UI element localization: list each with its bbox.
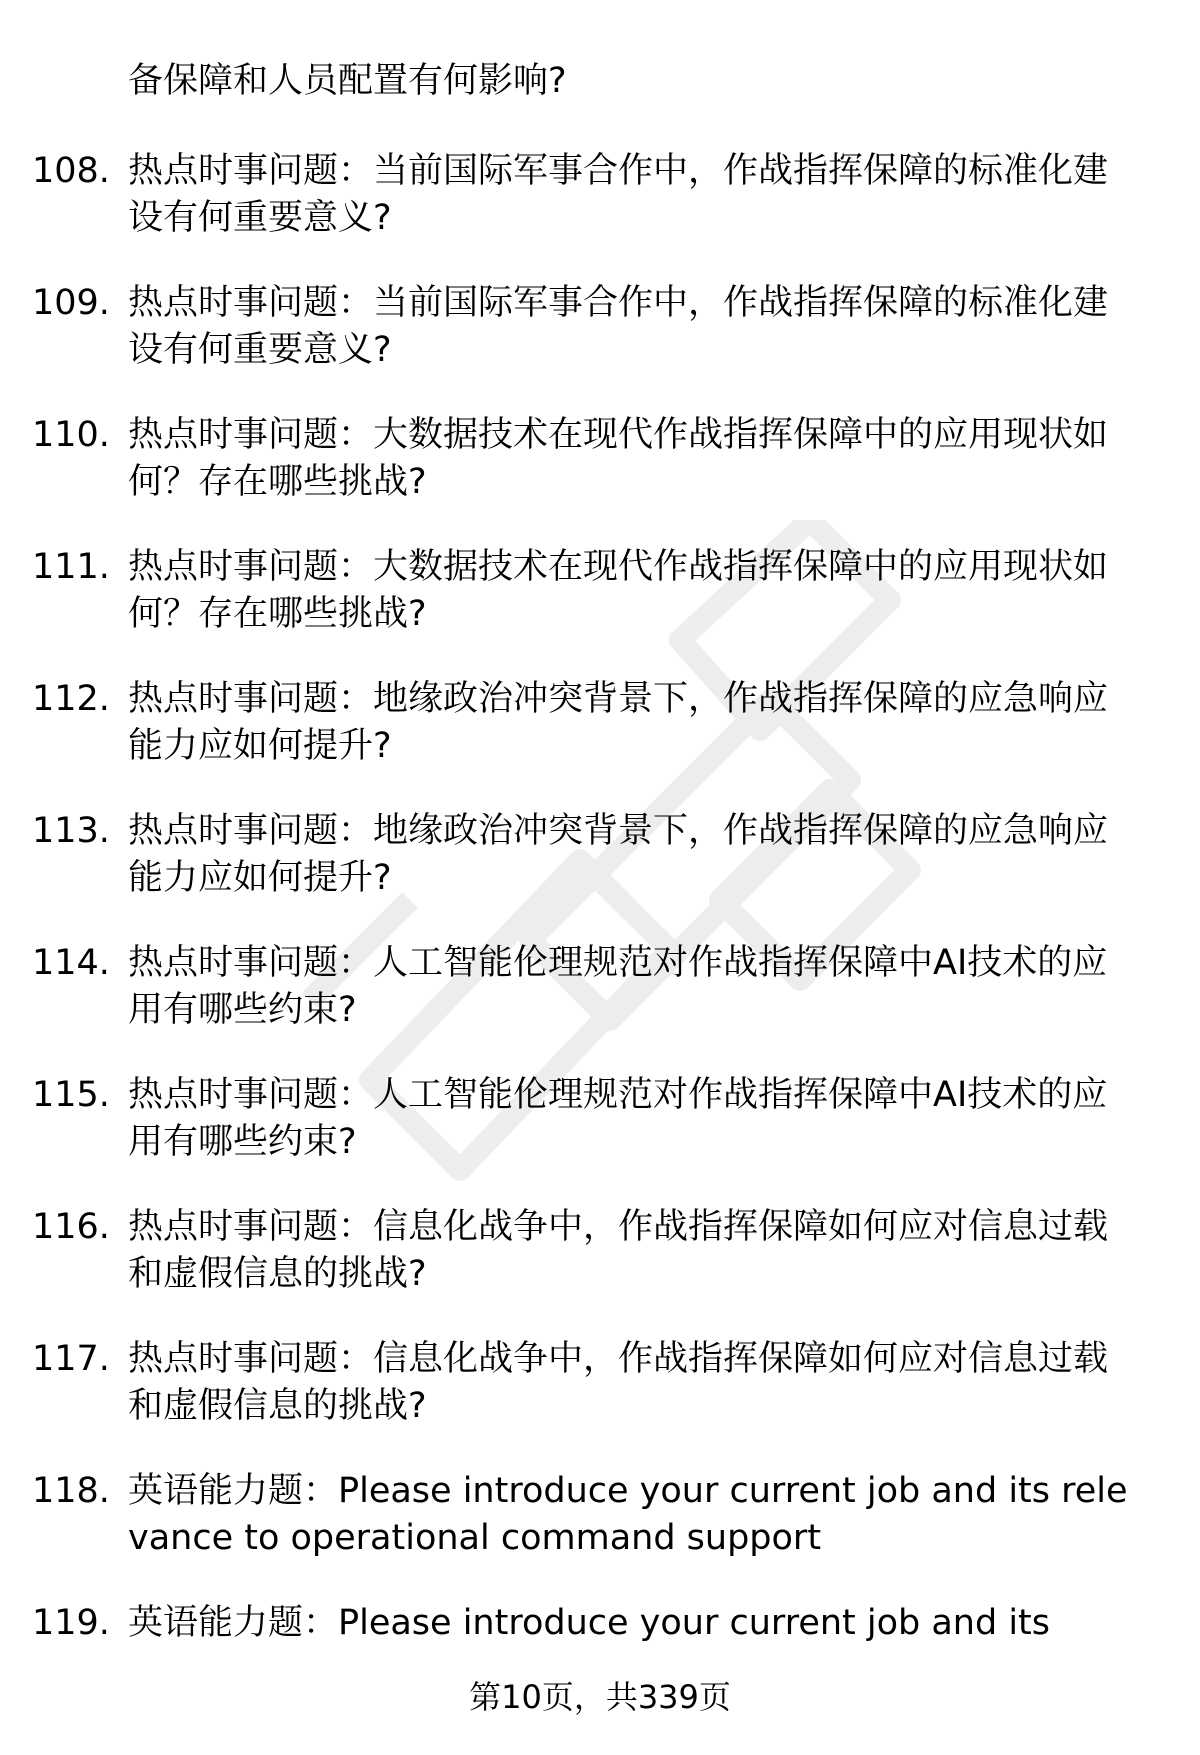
question-number: 112. xyxy=(32,679,110,719)
question-text: 热点时事问题：人工智能伦理规范对作战指挥保障中AI技术的应用有哪些约束? xyxy=(128,1075,1108,1162)
question-text: 热点时事问题：信息化战争中，作战指挥保障如何应对信息过载和虚假信息的挑战? xyxy=(128,1339,1109,1426)
question-text: 备保障和人员配置有何影响? xyxy=(128,61,567,101)
question-item xyxy=(0,544,1200,676)
question-text: 热点时事问题：人工智能伦理规范对作战指挥保障中AI技术的应用有哪些约束? xyxy=(128,943,1108,1030)
question-item xyxy=(0,148,1200,280)
question-number: 110. xyxy=(32,415,110,455)
question-text: 英语能力题：Please introduce your current job and its xyxy=(128,1603,1051,1643)
question-number: 117. xyxy=(32,1339,110,1379)
question-text: 热点时事问题：大数据技术在现代作战指挥保障中的应用现状如何？存在哪些挑战? xyxy=(128,415,1109,502)
question-item xyxy=(0,412,1200,544)
question-text: 英语能力题：Please introduce your current job and its relevance to operational command support xyxy=(128,1471,1128,1558)
question-text: 热点时事问题：大数据技术在现代作战指挥保障中的应用现状如何？存在哪些挑战? xyxy=(128,547,1109,634)
question-number: 113. xyxy=(32,811,110,851)
question-item xyxy=(0,1468,1200,1600)
question-item xyxy=(0,1204,1200,1336)
question-number: 114. xyxy=(32,943,110,983)
question-text: 热点时事问题：地缘政治冲突背景下，作战指挥保障的应急响应能力应如何提升? xyxy=(128,679,1109,766)
question-text: 热点时事问题：地缘政治冲突背景下，作战指挥保障的应急响应能力应如何提升? xyxy=(128,811,1109,898)
question-item xyxy=(0,1072,1200,1204)
question-number: 116. xyxy=(32,1207,110,1247)
question-items xyxy=(0,148,1200,1732)
question-number: 111. xyxy=(32,547,110,587)
question-text: 热点时事问题：信息化战争中，作战指挥保障如何应对信息过载和虚假信息的挑战? xyxy=(128,1207,1109,1294)
question-continuation xyxy=(0,58,1200,148)
question-number: 108. xyxy=(32,151,110,191)
question-number: 119. xyxy=(32,1603,110,1643)
question-item xyxy=(0,940,1200,1072)
page-number-footer: 第10页，共339页 xyxy=(469,1678,731,1716)
question-text: 热点时事问题：当前国际军事合作中，作战指挥保障的标准化建设有何重要意义? xyxy=(128,283,1109,370)
question-number: 115. xyxy=(32,1075,110,1115)
question-item xyxy=(0,1336,1200,1468)
question-item xyxy=(0,280,1200,412)
question-list xyxy=(0,58,1200,1732)
question-number: 109. xyxy=(32,283,110,323)
question-item xyxy=(0,676,1200,808)
question-text: 热点时事问题：当前国际军事合作中，作战指挥保障的标准化建设有何重要意义? xyxy=(128,151,1109,238)
question-item xyxy=(0,808,1200,940)
question-number: 118. xyxy=(32,1471,110,1511)
